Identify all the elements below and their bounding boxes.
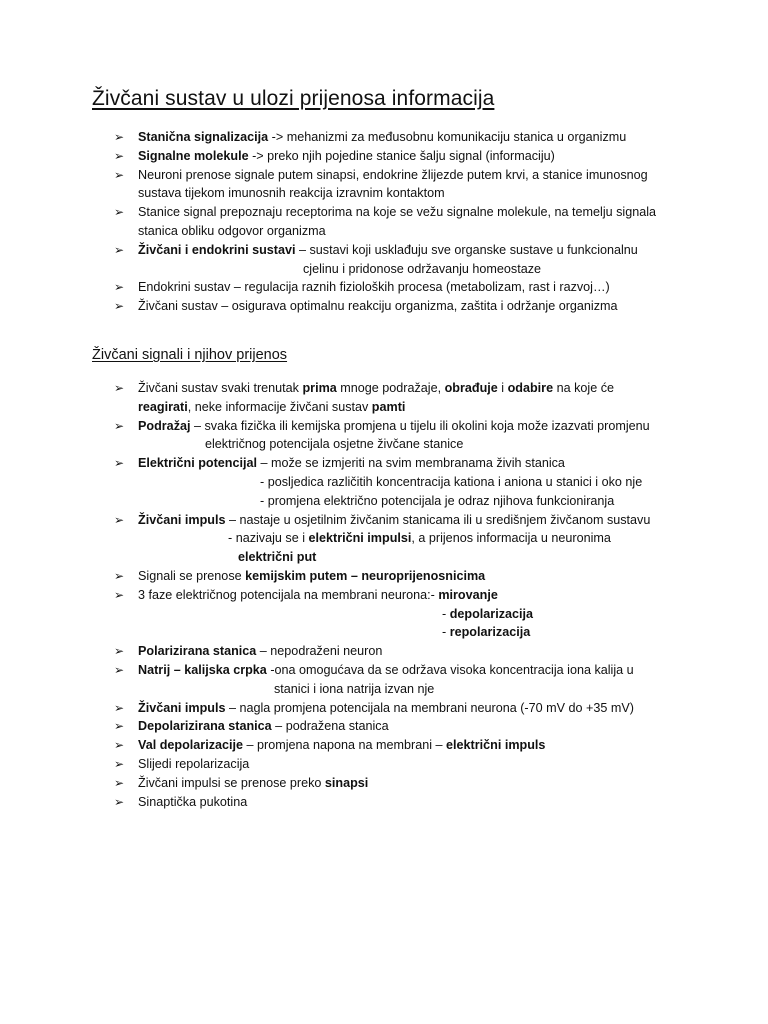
section2-list bbox=[0, 379, 768, 811]
bullet-arrow-icon: ➢ bbox=[114, 756, 125, 771]
list-item bbox=[0, 793, 678, 812]
section-subtitle: Živčani signali i njihov prijenos bbox=[92, 347, 288, 363]
text-line bbox=[138, 147, 678, 166]
text-line bbox=[138, 379, 678, 398]
text: Signali se prenose bbox=[138, 568, 246, 583]
text-line bbox=[138, 642, 678, 661]
text: Živčani sustav svaki trenutak bbox=[138, 381, 303, 395]
list-item bbox=[0, 774, 678, 793]
bold-text: obrađuje bbox=[444, 381, 498, 395]
bullet-arrow-icon: ➢ bbox=[114, 662, 125, 677]
bold-text: električni impulsi bbox=[308, 531, 412, 546]
bold-text: pamti bbox=[371, 399, 406, 414]
list-item bbox=[0, 128, 678, 147]
text-line bbox=[138, 454, 678, 473]
text: , neke informacije živčani sustav bbox=[187, 399, 372, 414]
text-line bbox=[138, 492, 678, 511]
text-line bbox=[138, 680, 678, 699]
text-line bbox=[138, 605, 678, 624]
bold-text: Stanična signalizacija bbox=[138, 130, 269, 144]
text: Stanice signal prepoznaju receptorima na koje se vežu signalne molekule, na temelju signala bbox=[138, 205, 657, 220]
list-item bbox=[0, 642, 678, 661]
bold-text: repolarizacija bbox=[449, 625, 531, 640]
text: 3 faze električnog potencijala na membrani neurona:- bbox=[138, 587, 439, 602]
text: i bbox=[497, 381, 508, 395]
bullet-arrow-icon: ➢ bbox=[114, 775, 125, 790]
bold-text: Živčani i endokrini sustavi bbox=[138, 242, 296, 257]
text: stanica obliku odgovor organizma bbox=[138, 223, 326, 238]
bold-text: Električni potencijal bbox=[138, 456, 257, 471]
text: -> preko njih pojedine stanice šalju signal (informaciju) bbox=[248, 148, 555, 163]
list-item bbox=[0, 203, 678, 241]
bullet-arrow-icon: ➢ bbox=[114, 738, 125, 753]
bold-text: Živčani impuls bbox=[138, 700, 226, 715]
text-line bbox=[138, 548, 678, 567]
text-line bbox=[138, 203, 678, 222]
bold-text: Polarizirana stanica bbox=[138, 644, 257, 659]
bullet-arrow-icon: ➢ bbox=[114, 167, 125, 182]
text-line bbox=[138, 166, 678, 185]
text-line bbox=[138, 398, 678, 417]
bullet-arrow-icon: ➢ bbox=[114, 794, 125, 809]
bold-text: mirovanje bbox=[438, 587, 498, 602]
text: Neuroni prenose signale putem sinapsi, endokrine žlijezde putem krvi, a stanice imunosnog bbox=[138, 167, 648, 182]
text: , a prijenos informacija u neuronima bbox=[411, 531, 611, 546]
text: na koje će bbox=[553, 381, 615, 395]
text-line bbox=[138, 586, 678, 605]
text: – nastaje u osjetilnim živčanim stanicama ili u središnjem živčanom sustavu bbox=[225, 512, 651, 527]
list-item bbox=[0, 755, 678, 774]
list-item bbox=[0, 241, 678, 279]
bullet-arrow-icon: ➢ bbox=[114, 148, 125, 163]
text: cjelinu i pridonose održavanju homeostaze bbox=[303, 261, 542, 276]
list-item bbox=[0, 661, 678, 699]
text: Živčani impulsi se prenose preko bbox=[138, 775, 325, 790]
bold-text: Natrij – kalijska crpka bbox=[138, 662, 267, 677]
bold-text: Signalne molekule bbox=[138, 148, 249, 163]
list-item bbox=[0, 699, 678, 718]
bullet-arrow-icon: ➢ bbox=[114, 644, 125, 659]
text: Živčani sustav – osigurava optimalnu reakciju organizma, zaštita i održanje organizma bbox=[138, 299, 618, 314]
bold-text: sinapsi bbox=[324, 775, 369, 790]
text: – promjena napona na membrani – bbox=[243, 738, 447, 753]
text-line bbox=[138, 793, 678, 812]
text: stanici i iona natrija izvan nje bbox=[274, 681, 435, 696]
bold-text: električni put bbox=[238, 550, 317, 565]
bold-text: reagirati bbox=[138, 399, 188, 414]
text-line bbox=[138, 717, 678, 736]
bold-text: električni impuls bbox=[446, 738, 546, 753]
text-line bbox=[138, 278, 678, 297]
text-line bbox=[138, 128, 678, 147]
bullet-arrow-icon: ➢ bbox=[114, 418, 125, 433]
list-item bbox=[0, 567, 678, 586]
bullet-arrow-icon: ➢ bbox=[114, 512, 125, 527]
text: - nazivaju se i bbox=[228, 531, 309, 546]
list-item bbox=[0, 297, 678, 316]
bold-text: kemijskim putem – neuroprijenosnicima bbox=[245, 568, 486, 583]
text: – svaka fizička ili kemijska promjena u tijelu ili okolini koja može izazvati promjenu bbox=[190, 418, 650, 433]
list-item bbox=[0, 454, 678, 510]
bullet-arrow-icon: ➢ bbox=[114, 568, 125, 583]
text: električnog potencijala osjetne živčane stanice bbox=[205, 437, 464, 452]
text: Slijedi repolarizacija bbox=[138, 756, 250, 771]
text-line bbox=[138, 297, 678, 316]
section1-list bbox=[0, 128, 768, 316]
text: – sustavi koji usklađuju sve organske sustave u funkcionalnu bbox=[295, 242, 638, 257]
bullet-arrow-icon: ➢ bbox=[114, 719, 125, 734]
text: -> mehanizmi za međusobnu komunikaciju stanica u organizmu bbox=[268, 130, 627, 144]
text: – nagla promjena potencijala na membrani neurona (-70 mV do +35 mV) bbox=[225, 700, 634, 715]
bullet-arrow-icon: ➢ bbox=[114, 299, 125, 314]
text-line bbox=[138, 260, 678, 279]
bold-text: depolarizacija bbox=[449, 606, 533, 621]
list-item bbox=[0, 417, 678, 455]
bold-text: Depolarizirana stanica bbox=[138, 719, 272, 734]
bold-text: Živčani impuls bbox=[138, 512, 226, 527]
text: - bbox=[442, 606, 450, 621]
text: – podražena stanica bbox=[271, 719, 389, 734]
list-item bbox=[0, 147, 678, 166]
text-line bbox=[138, 511, 678, 530]
text: Endokrini sustav – regulacija raznih fizioloških procesa (metabolizam, rast i razvoj…) bbox=[138, 280, 610, 295]
bold-text: Val depolarizacije bbox=[138, 738, 243, 753]
text: mnoge podražaje, bbox=[336, 381, 445, 395]
text: -ona omogućava da se održava visoka koncentracija iona kalija u bbox=[266, 662, 634, 677]
text: - bbox=[442, 625, 450, 640]
bullet-arrow-icon: ➢ bbox=[114, 280, 125, 295]
text: – može se izmjeriti na svim membranama živih stanica bbox=[256, 456, 565, 471]
text-line bbox=[138, 184, 678, 203]
bullet-arrow-icon: ➢ bbox=[114, 587, 125, 602]
text-line bbox=[138, 241, 678, 260]
text-line bbox=[138, 222, 678, 241]
bullet-arrow-icon: ➢ bbox=[114, 205, 125, 220]
text: - promjena električno potencijala je odraz njihova funkcioniranja bbox=[260, 493, 615, 508]
bullet-arrow-icon: ➢ bbox=[114, 381, 125, 395]
text: – nepodraženi neuron bbox=[256, 644, 383, 659]
text-line bbox=[138, 699, 678, 718]
list-item bbox=[0, 717, 678, 736]
text-line bbox=[138, 435, 678, 454]
text-line bbox=[138, 755, 678, 774]
bullet-arrow-icon: ➢ bbox=[114, 456, 125, 471]
list-item bbox=[0, 586, 678, 642]
list-item bbox=[0, 278, 678, 297]
text: - posljedica različitih koncentracija kationa i aniona u stanici i oko nje bbox=[260, 474, 643, 489]
text-line bbox=[138, 567, 678, 586]
bullet-arrow-icon: ➢ bbox=[114, 700, 125, 715]
page-title: Živčani sustav u ulozi prijenosa informacija bbox=[92, 87, 495, 110]
list-item bbox=[0, 511, 678, 567]
text-line bbox=[138, 529, 678, 548]
text-line bbox=[138, 774, 678, 793]
bold-text: prima bbox=[302, 381, 337, 395]
text-line bbox=[138, 623, 678, 642]
text-line bbox=[138, 736, 678, 755]
text: Sinaptička pukotina bbox=[138, 794, 248, 809]
list-item bbox=[0, 379, 678, 417]
bullet-arrow-icon: ➢ bbox=[114, 242, 125, 257]
text-line bbox=[138, 661, 678, 680]
text-line bbox=[138, 417, 678, 436]
text: sustava tijekom imunosnih reakcija izravnim kontaktom bbox=[138, 186, 445, 201]
text-line bbox=[138, 473, 678, 492]
list-item bbox=[0, 166, 678, 204]
bullet-arrow-icon: ➢ bbox=[114, 130, 125, 144]
bold-text: Podražaj bbox=[138, 418, 191, 433]
list-item bbox=[0, 736, 678, 755]
bold-text: odabire bbox=[507, 381, 554, 395]
